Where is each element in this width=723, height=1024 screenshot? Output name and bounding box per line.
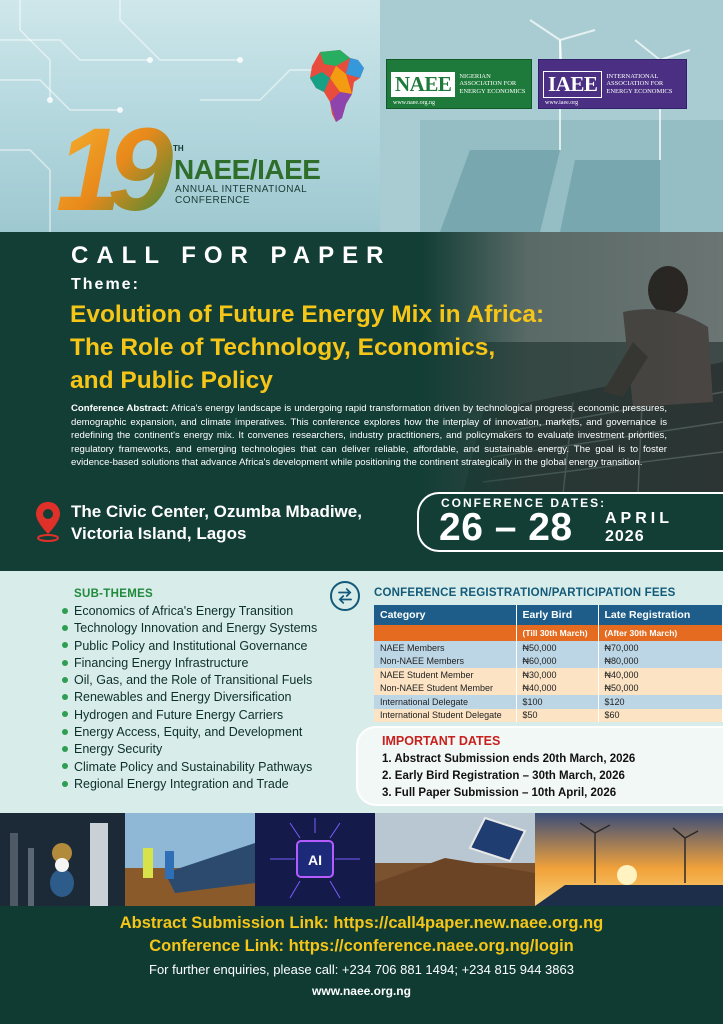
table-cell: ₦50,000 [516,641,598,655]
theme-title-line1: Evolution of Future Energy Mix in Africa: [70,301,545,328]
list-item [62,638,317,655]
conference-dates-month: APRIL [605,510,673,527]
bullet-icon [62,660,68,666]
conference-subtitle-line1: ANNUAL INTERNATIONAL [175,184,308,195]
iaee-logo-mark: IAEE [543,71,602,98]
table-cell: International Student Delegate [374,709,516,723]
venue-address [71,501,411,545]
venue-line2: Victoria Island, Lagos [71,524,247,543]
table-cell: Non-NAEE Members [374,655,516,669]
list-item [62,724,317,741]
list-item-text: Climate Policy and Sustainability Pathways [74,759,313,774]
iaee-logo [538,59,687,109]
details-section [0,571,723,813]
conference-number: 19 [56,106,160,224]
table-row [374,655,723,669]
list-item [62,741,317,758]
ai-circuit-photo [255,813,375,906]
column-header: Early Bird [516,605,598,625]
theme-title [70,298,670,397]
list-item [62,603,317,620]
bullet-icon [62,763,68,769]
call-for-paper-heading: CALL FOR PAPER [71,242,392,269]
subthemes-list [62,603,317,793]
column-subheader: (After 30th March) [598,625,723,641]
rooftop-solar-photo [375,813,535,906]
location-pin-icon [34,500,62,542]
table-cell: Non-NAEE Student Member [374,682,516,696]
solar-installers-photo [125,813,255,906]
list-item-text: Oil, Gas, and the Role of Transitional Fuels [74,673,313,688]
table-cell: $120 [598,695,723,709]
theme-label: Theme: [71,276,140,293]
bullet-icon [62,729,68,735]
table-cell: $60 [598,709,723,723]
subthemes-title: SUB-THEMES [74,588,154,600]
table-cell: ₦30,000 [516,668,598,682]
table-cell: ₦60,000 [516,655,598,669]
call-for-paper-section [0,232,723,571]
table-cell: ₦40,000 [598,668,723,682]
bullet-icon [62,642,68,648]
theme-title-line3: and Public Policy [70,367,273,394]
footer [0,906,723,1024]
list-item [62,672,317,689]
conference-link[interactable]: Conference Link: https://conference.naee.org.ng/login [149,937,574,955]
table-cell: $100 [516,695,598,709]
bullet-icon [62,781,68,787]
list-item-text: Energy Access, Equity, and Development [74,725,303,740]
iaee-logo-name: INTERNATIONAL ASSOCIATION FOR ENERGY ECONOMICS [606,72,673,95]
conference-subtitle [175,184,307,206]
table-cell: NAEE Student Member [374,668,516,682]
table-row [374,695,723,709]
abstract-submission-link[interactable]: Abstract Submission Link: https://call4paper.new.naee.org.ng [119,914,604,932]
list-item [62,620,317,637]
enquiries-phone-text: For further enquiries, please call: +234 706 881 1494; +234 815 944 3863 [149,962,574,977]
abstract-label: Conference Abstract: [71,403,169,414]
table-cell: ₦50,000 [598,682,723,696]
website-link[interactable]: www.naee.org.ng [312,984,411,998]
list-item-text: Renewables and Energy Diversification [74,690,292,705]
abstract-text: Africa's energy landscape is undergoing rapid transformation driven by technological progress, economic pressures, demographic expansion, and climate imperatives. This conference explores how the interplay of innovation, markets, and governance is redefining the continent's energy mix. It convenes researchers, industry practitioners, and policymakers to evaluate investment priorities, regulatory frameworks, and emerging technologies that can deliver reliable, affordable, and sustainable energy. The goal is to foster evidence-based solutions that advance Africa's development while positioning the continent strategically in the global energy transition. [71,403,667,468]
important-dates-box [356,726,723,806]
list-item-text: Hydrogen and Future Energy Carriers [74,707,284,722]
table-cell: ₦70,000 [598,641,723,655]
list-item-text: Public Policy and Institutional Governance [74,638,308,653]
theme-title-line2: The Role of Technology, Economics, [70,334,496,361]
list-item [62,707,317,724]
bullet-icon [62,694,68,700]
list-item [62,776,317,793]
fees-table [374,605,723,722]
important-dates-title: IMPORTANT DATES [382,734,501,748]
list-item: 1. Abstract Submission ends 20th March, 2026 [382,753,636,765]
naee-logo [386,59,532,109]
naee-logo-name: NIGERIAN ASSOCIATION FOR ENERGY ECONOMICS [459,72,526,95]
table-row [374,709,723,723]
table-subheader-row [374,625,723,641]
list-item-text: Energy Security [74,742,163,757]
bullet-icon [62,711,68,717]
conference-dates-year: 2026 [605,528,645,545]
oil-refinery-photo [0,813,125,906]
list-item-text: Technology Innovation and Energy Systems [74,621,318,636]
table-cell: $50 [516,709,598,723]
bullet-icon [62,746,68,752]
conference-subtitle-line2: CONFERENCE [175,195,251,206]
table-cell: International Delegate [374,695,516,709]
list-item-text: Economics of Africa's Energy Transition [74,604,294,618]
photo-strip [0,813,723,906]
table-cell: ₦40,000 [516,682,598,696]
africa-map-logo [306,48,368,124]
venue-line1: The Civic Center, Ozumba Mbadiwe, [71,502,362,521]
table-cell: ₦80,000 [598,655,723,669]
table-header-row [374,605,723,625]
column-header: Category [374,605,516,625]
conference-name: NAEE/IAEE [174,154,321,185]
ai-chip-label: AI [308,852,322,868]
list-item: 3. Full Paper Submission – 10th April, 2026 [382,787,617,799]
table-row [374,682,723,696]
list-item [62,655,317,672]
conference-dates-label: CONFERENCE DATES: [441,496,607,510]
exchange-arrows-icon [330,581,360,611]
column-header: Late Registration [598,605,723,625]
conference-dates-month-year [605,510,673,546]
conference-number-graphic [54,106,184,224]
naee-logo-mark: NAEE [391,72,455,97]
ordinal-suffix: TH [173,144,184,153]
table-row [374,668,723,682]
list-item-text: Financing Energy Infrastructure [74,655,249,670]
column-subheader [374,625,516,641]
list-item [62,759,317,776]
conference-dates-range: 26 – 28 [439,506,573,549]
table-cell: NAEE Members [374,641,516,655]
list-item-text: Regional Energy Integration and Trade [74,776,289,791]
bullet-icon [62,625,68,631]
bullet-icon [62,608,68,614]
column-subheader: (Till 30th March) [516,625,598,641]
list-item: 2. Early Bird Registration – 30th March, 2026 [382,770,625,782]
wind-solar-sunset-photo [535,813,723,906]
list-item [62,689,317,706]
bullet-icon [62,677,68,683]
naee-logo-url: www.naee.org.ng [393,100,435,106]
important-dates-list [382,751,635,802]
conference-abstract [71,402,667,470]
iaee-logo-url: www.iaee.org [545,100,579,106]
header-banner [0,0,723,232]
table-row [374,641,723,655]
fees-title: CONFERENCE REGISTRATION/PARTICIPATION FEES [374,587,676,599]
conference-dates-box [417,492,723,552]
